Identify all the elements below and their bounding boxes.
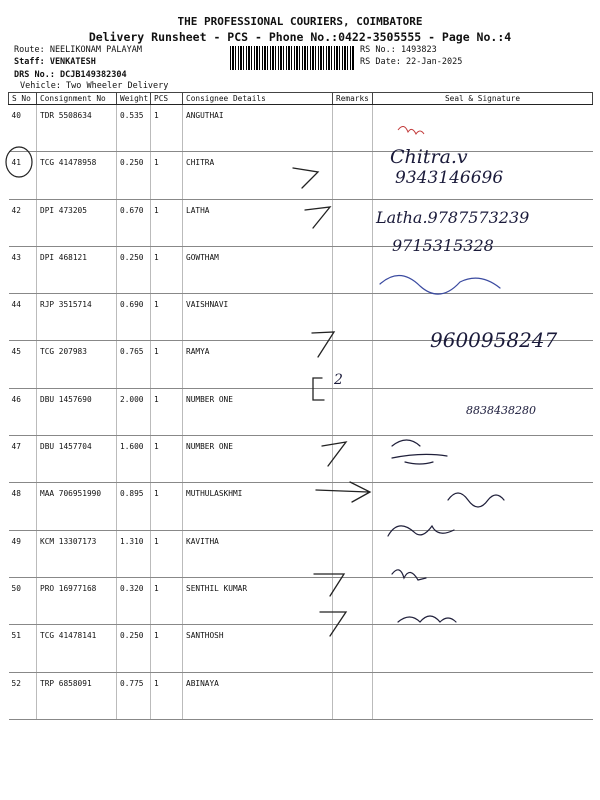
row-weight: 2.000 — [117, 388, 151, 435]
row-remarks — [333, 246, 373, 293]
row-consignee: NUMBER ONE — [183, 388, 333, 435]
row-remarks — [333, 483, 373, 530]
row-sno: 46 — [9, 388, 37, 435]
col-remarks: Remarks — [333, 93, 373, 105]
row-weight: 0.775 — [117, 672, 151, 719]
vehicle-label: Vehicle: Two Wheeler Delivery — [20, 81, 169, 91]
col-sno: S No — [9, 93, 37, 105]
row-weight: 1.600 — [117, 436, 151, 483]
row-weight: 0.765 — [117, 341, 151, 388]
row-consignee: ABINAYA — [183, 672, 333, 719]
row-consignment: TRP 6858091 — [37, 672, 117, 719]
table-row — [9, 672, 593, 719]
row-remarks — [333, 388, 373, 435]
row-signature — [373, 625, 593, 672]
row-consignment: DPI 473205 — [37, 199, 117, 246]
row-consignment: DBU 1457704 — [37, 436, 117, 483]
row-consignment: MAA 706951990 — [37, 483, 117, 530]
row-remarks — [333, 577, 373, 624]
row-consignee: RAMYA — [183, 341, 333, 388]
row-pcs: 1 — [151, 199, 183, 246]
row-weight: 0.250 — [117, 246, 151, 293]
table-row — [9, 625, 593, 672]
row-weight: 0.895 — [117, 483, 151, 530]
row-consignment: TCG 41478958 — [37, 152, 117, 199]
rs-date: RS Date: 22-Jan-2025 — [360, 57, 463, 67]
row-pcs: 1 — [151, 246, 183, 293]
row-sno: 49 — [9, 530, 37, 577]
row-sno: 40 — [9, 105, 37, 152]
row-sno: 42 — [9, 199, 37, 246]
row-pcs: 1 — [151, 625, 183, 672]
row-consignee: SANTHOSH — [183, 625, 333, 672]
row-weight: 1.310 — [117, 530, 151, 577]
row-weight: 0.320 — [117, 577, 151, 624]
rs-number: RS No.: 1493823 — [360, 45, 437, 55]
row-consignee: VAISHNAVI — [183, 294, 333, 341]
row-pcs: 1 — [151, 388, 183, 435]
table-row — [9, 577, 593, 624]
row-consignee: MUTHULASKHMI — [183, 483, 333, 530]
row-consignment: KCM 13307173 — [37, 530, 117, 577]
row-pcs: 1 — [151, 436, 183, 483]
row-consignee: GOWTHAM — [183, 246, 333, 293]
col-signature: Seal & Signature — [373, 93, 593, 105]
row-weight: 0.250 — [117, 152, 151, 199]
col-weight: Weight — [117, 93, 151, 105]
drs-number: DRS No.: DCJB149382304 — [14, 70, 127, 80]
row-pcs: 1 — [151, 105, 183, 152]
row-remarks — [333, 625, 373, 672]
col-pcs: PCS — [151, 93, 183, 105]
row-signature — [373, 436, 593, 483]
staff-label: Staff: VENKATESH — [14, 57, 96, 67]
route-label: Route: NEELIKONAM PALAYAM — [14, 45, 142, 55]
row-remarks — [333, 152, 373, 199]
row-sno: 43 — [9, 246, 37, 293]
row-signature — [373, 105, 593, 152]
table-row — [9, 246, 593, 293]
col-consignment: Consignment No — [37, 93, 117, 105]
row-consignment: DPI 468121 — [37, 246, 117, 293]
row-signature — [373, 577, 593, 624]
row-remarks — [333, 672, 373, 719]
phone-43: 9715315328 — [392, 236, 494, 255]
row-sno: 44 — [9, 294, 37, 341]
row-consignment: TCG 41478141 — [37, 625, 117, 672]
row-consignee: LATHA — [183, 199, 333, 246]
row-consignee: CHITRA — [183, 152, 333, 199]
row-remarks — [333, 436, 373, 483]
barcode — [230, 46, 354, 70]
runsheet-title: Delivery Runsheet - PCS - Phone No.:0422-3505555 - Page No.:4 — [88, 30, 512, 44]
col-consignee: Consignee Details — [183, 93, 333, 105]
row-sno: 52 — [9, 672, 37, 719]
row-consignment: DBU 1457690 — [37, 388, 117, 435]
row-pcs: 1 — [151, 294, 183, 341]
table-row — [9, 105, 593, 152]
row-consignment: TCG 207983 — [37, 341, 117, 388]
row-pcs: 1 — [151, 152, 183, 199]
row-remarks — [333, 105, 373, 152]
row-sno: 51 — [9, 625, 37, 672]
row-signature — [373, 483, 593, 530]
row-sno: 50 — [9, 577, 37, 624]
row-signature — [373, 672, 593, 719]
phone-47: 8838438280 — [466, 404, 536, 417]
row-sno: 47 — [9, 436, 37, 483]
table-header-row — [9, 93, 593, 105]
row-pcs: 1 — [151, 672, 183, 719]
row-weight: 0.690 — [117, 294, 151, 341]
phone-41: 9343146696 — [395, 168, 504, 188]
table-row — [9, 436, 593, 483]
table-row — [9, 152, 593, 199]
row-sno: 41 — [9, 152, 37, 199]
row-remarks — [333, 294, 373, 341]
row-pcs: 1 — [151, 341, 183, 388]
table-row — [9, 483, 593, 530]
row-consignment: RJP 3515714 — [37, 294, 117, 341]
signature-41: Chitra.v — [390, 146, 468, 168]
row-consignee: NUMBER ONE — [183, 436, 333, 483]
phone-45: 9600958247 — [430, 328, 558, 352]
row-sno: 48 — [9, 483, 37, 530]
mark-46: 2 — [334, 372, 343, 388]
row-consignee: SENTHIL KUMAR — [183, 577, 333, 624]
row-remarks — [333, 530, 373, 577]
row-pcs: 1 — [151, 577, 183, 624]
company-name: THE PROFESSIONAL COURIERS, COIMBATORE — [177, 15, 423, 28]
row-weight: 0.535 — [117, 105, 151, 152]
row-pcs: 1 — [151, 483, 183, 530]
row-consignment: TDR 5508634 — [37, 105, 117, 152]
row-consignee: KAVITHA — [183, 530, 333, 577]
row-sno: 45 — [9, 341, 37, 388]
row-weight: 0.670 — [117, 199, 151, 246]
row-signature — [373, 530, 593, 577]
row-consignment: PRO 16977168 — [37, 577, 117, 624]
row-pcs: 1 — [151, 530, 183, 577]
row-consignee: ANGUTHAI — [183, 105, 333, 152]
row-remarks — [333, 199, 373, 246]
signature-42: Latha.9787573239 — [376, 208, 530, 227]
table-row — [9, 530, 593, 577]
row-weight: 0.250 — [117, 625, 151, 672]
